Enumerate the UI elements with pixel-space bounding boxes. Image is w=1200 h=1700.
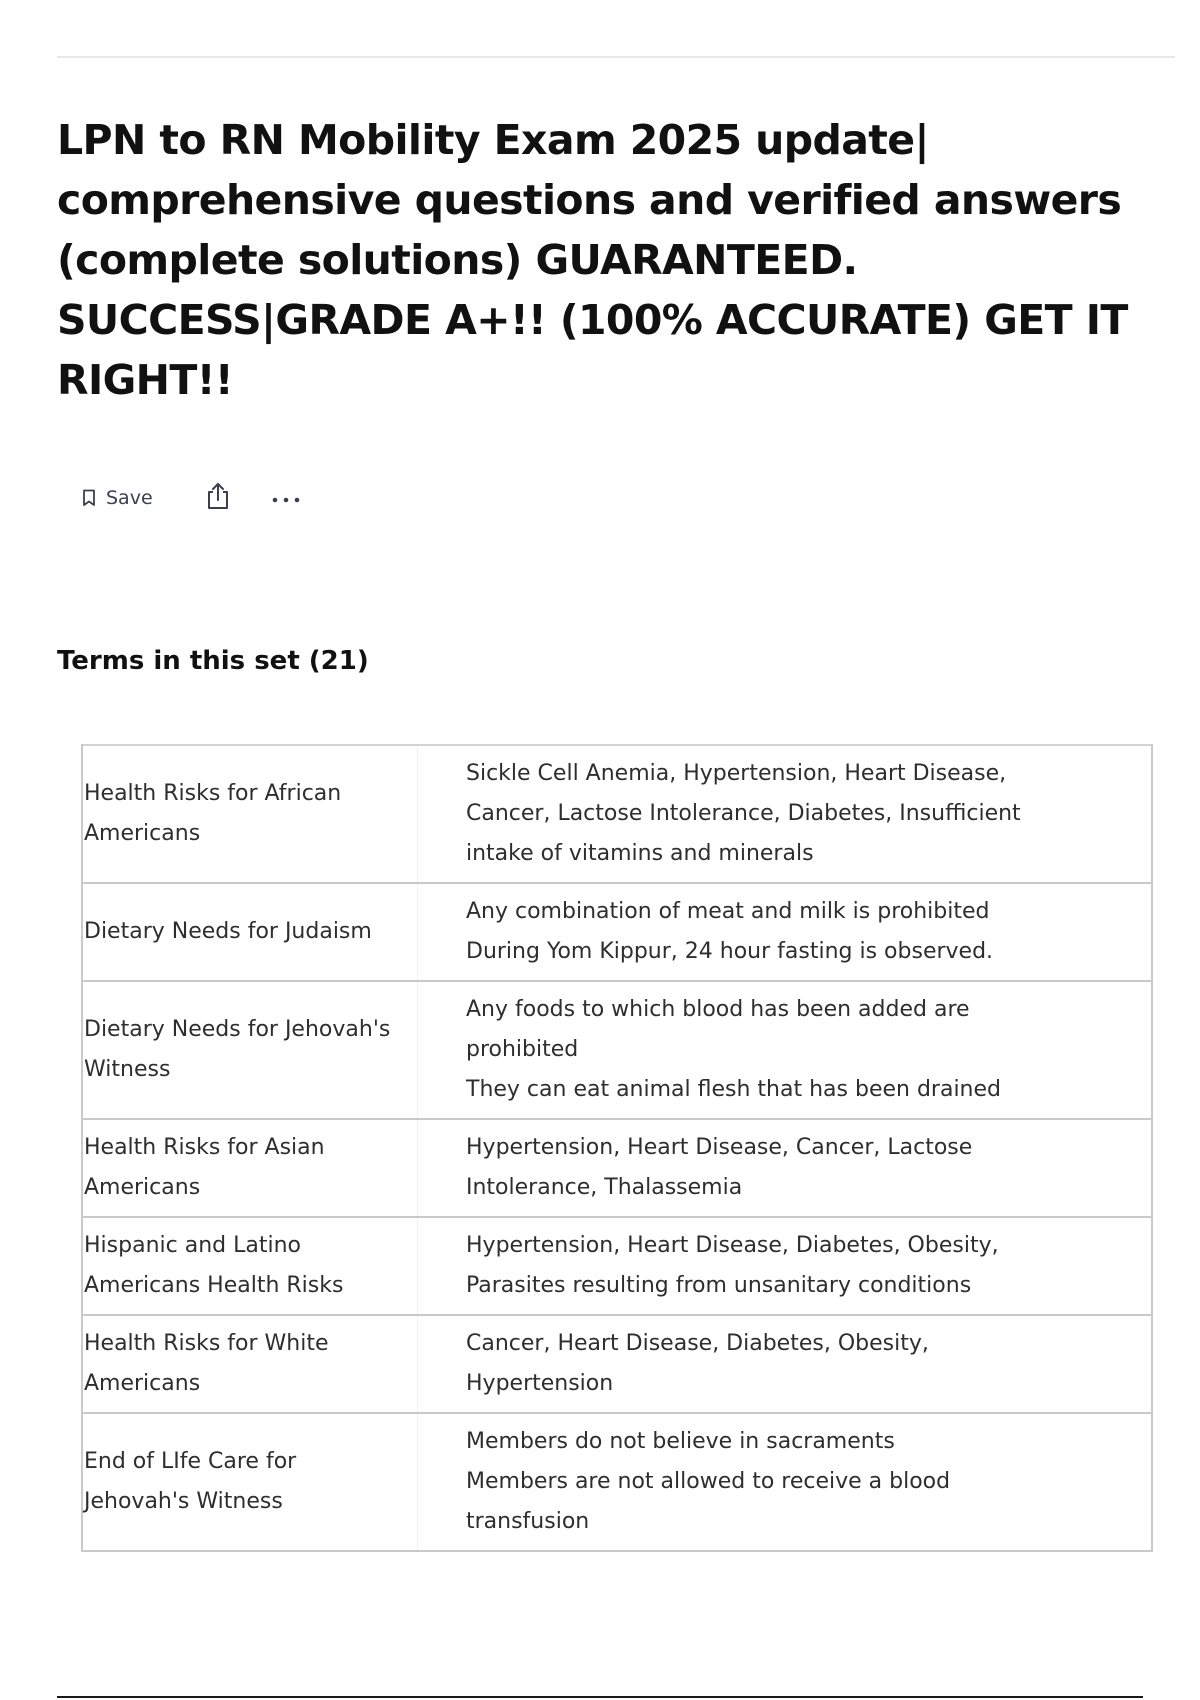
- bookmark-icon: [82, 489, 96, 507]
- definition-line: They can eat animal flesh that has been drained: [466, 1077, 1001, 1102]
- definition-line: Hypertension, Heart Disease, Diabetes, Obesity, Parasites resulting from unsanitary conditions: [466, 1233, 999, 1298]
- bottom-divider: [57, 1696, 1143, 1698]
- definition-cell: [418, 981, 1153, 1119]
- share-button[interactable]: [205, 481, 231, 515]
- term-text: Dietary Needs for Judaism: [82, 883, 418, 981]
- definition-cell: [418, 1315, 1153, 1413]
- save-button[interactable]: [82, 487, 153, 509]
- definition-line: Hypertension, Heart Disease, Cancer, Lactose Intolerance, Thalassemia: [466, 1135, 973, 1200]
- term-row[interactable]: [82, 883, 1152, 981]
- term-row[interactable]: [82, 745, 1152, 883]
- definition-cell: [418, 1119, 1153, 1217]
- top-divider: [57, 56, 1175, 58]
- definition-line: Cancer, Heart Disease, Diabetes, Obesity, Hypertension: [466, 1331, 929, 1396]
- term-text: Health Risks for White Americans: [82, 1315, 418, 1413]
- term-row[interactable]: [82, 1217, 1152, 1315]
- term-row[interactable]: [82, 1413, 1152, 1551]
- definition-line: Members are not allowed to receive a blood transfusion: [466, 1469, 951, 1534]
- more-options-button[interactable]: [271, 489, 301, 508]
- terms-heading: Terms in this set (21): [57, 646, 369, 676]
- definition-line: Any combination of meat and milk is prohibited: [466, 899, 990, 924]
- term-text: Health Risks for Asian Americans: [82, 1119, 418, 1217]
- share-icon: [205, 481, 231, 515]
- definition-line: Any foods to which blood has been added are prohibited: [466, 997, 970, 1062]
- terms-table: [81, 744, 1153, 1552]
- definition-cell: [418, 1413, 1153, 1551]
- definition-line: Sickle Cell Anemia, Hypertension, Heart Disease, Cancer, Lactose Intolerance, Diabetes, Insufficient intake of vitamins and minerals: [466, 761, 1021, 866]
- definition-cell: [418, 745, 1153, 883]
- definition-cell: [418, 1217, 1153, 1315]
- definition-line: During Yom Kippur, 24 hour fasting is observed.: [466, 939, 994, 964]
- definition-line: Members do not believe in sacraments: [466, 1429, 895, 1454]
- term-text: Dietary Needs for Jehovah's Witness: [82, 981, 418, 1119]
- term-text: End of LIfe Care for Jehovah's Witness: [82, 1413, 418, 1551]
- save-label: Save: [106, 487, 153, 509]
- term-row[interactable]: [82, 981, 1152, 1119]
- page-title: LPN to RN Mobility Exam 2025 update| comprehensive questions and verified answers (complete solutions) GUARANTEED. SUCCESS|GRADE A+!! (100% ACCURATE) GET IT RIGHT!!: [57, 116, 1128, 404]
- more-icon: [271, 489, 301, 508]
- action-toolbar: [82, 478, 301, 518]
- term-row[interactable]: [82, 1315, 1152, 1413]
- term-text: Hispanic and Latino Americans Health Risks: [82, 1217, 418, 1315]
- terms-table-body: [82, 745, 1152, 1551]
- term-text: Health Risks for African Americans: [82, 745, 418, 883]
- term-row[interactable]: [82, 1119, 1152, 1217]
- definition-cell: [418, 883, 1153, 981]
